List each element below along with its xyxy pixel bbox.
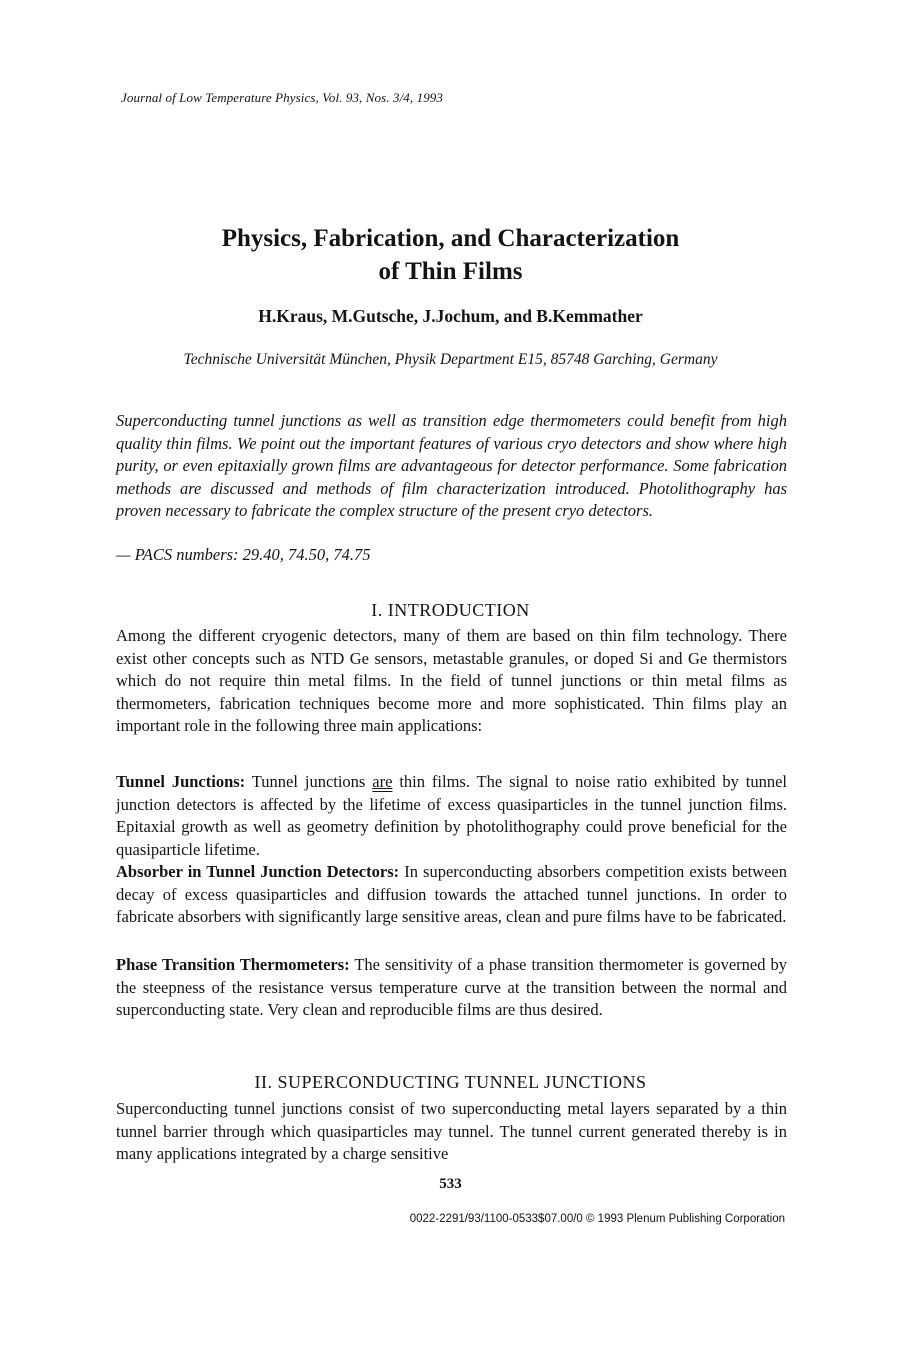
author-list: H.Kraus, M.Gutsche, J.Jochum, and B.Kemmather: [258, 306, 643, 326]
pacs-numbers: — PACS numbers: 29.40, 74.50, 74.75: [116, 545, 371, 564]
thermometers-paragraph: [116, 954, 787, 1022]
title-line-1: Physics, Fabrication, and Characterization: [221, 225, 680, 252]
tunnel-junctions-paragraph: [116, 771, 787, 861]
copyright-line: 0022-2291/93/1100-0533$07.00/0 © 1993 Plenum Publishing Corporation: [409, 1213, 785, 1225]
section-heading-tunnel-junctions: II. SUPERCONDUCTING TUNNEL JUNCTIONS: [254, 1072, 647, 1092]
absorber-label: Absorber in Tunnel Junction Detectors:: [116, 862, 400, 881]
tunnel-junctions-text-after: thin films. The signal to noise ratio exhibited by tunnel junction detectors is affected by the lifetime of excess quasiparticles in the tunnel junction films. Epitaxial growth as well as geometry definition by photolithography could prove beneficial for the quasiparticle lifetime.: [116, 772, 787, 859]
journal-header: Journal of Low Temperature Physics, Vol. 93, Nos. 3/4, 1993: [121, 90, 444, 105]
tunnel-junctions-text-before: Tunnel junctions: [245, 772, 373, 791]
absorber-paragraph: [116, 861, 787, 929]
abstract: Superconducting tunnel junctions as well as transition edge thermometers could benefit from high quality thin films. We point out the important features of various cryo detectors and show where high purity, or even epitaxially grown films are advantageous for detector performance. Some fabrication methods are discussed and methods of film characterization introduced. Photolithography has proven necessary to fabricate the complex structure of the present cryo detectors.: [116, 411, 787, 520]
tunnel-junctions-emphasis: are: [372, 772, 393, 791]
affiliation: Technische Universität München, Physik Department E15, 85748 Garching, Germany: [183, 351, 718, 368]
intro-paragraph: Among the different cryogenic detectors, many of them are based on thin film technology. There exist other concepts such as NTD Ge sensors, metastable granules, or doped Si and Ge thermistors which do not require thin metal films. In the field of tunnel junctions or thin metal films as thermometers, fabrication techniques become more and more sophisticated. Thin films play an important role in the following three main applications:: [116, 626, 787, 735]
absorber-text: In superconducting absorbers competition exists between decay of excess quasiparticles and diffusion towards the attached tunnel junctions. In order to fabricate absorbers with significantly large sensitive areas, clean and pure films have to be fabricated.: [116, 862, 787, 926]
tunnel-junctions-label: Tunnel Junctions:: [116, 772, 246, 791]
title-line-2: of Thin Films: [378, 258, 523, 285]
stj-paragraph: Superconducting tunnel junctions consist of two superconducting metal layers separated by a thin tunnel barrier through which quasiparticles may tunnel. The tunnel current generated thereby is in many applications integrated by a charge sensitive: [116, 1099, 787, 1163]
thermometers-label: Phase Transition Thermometers:: [116, 955, 350, 974]
paper-title: [0, 222, 901, 288]
page-number: 533: [439, 1176, 462, 1192]
thermometers-text: The sensitivity of a phase transition thermometer is governed by the steepness of the resistance versus temperature curve at the transition between the normal and superconducting state. Very clean and reproducible films are thus desired.: [116, 955, 787, 1019]
section-heading-introduction: I. INTRODUCTION: [371, 600, 530, 620]
